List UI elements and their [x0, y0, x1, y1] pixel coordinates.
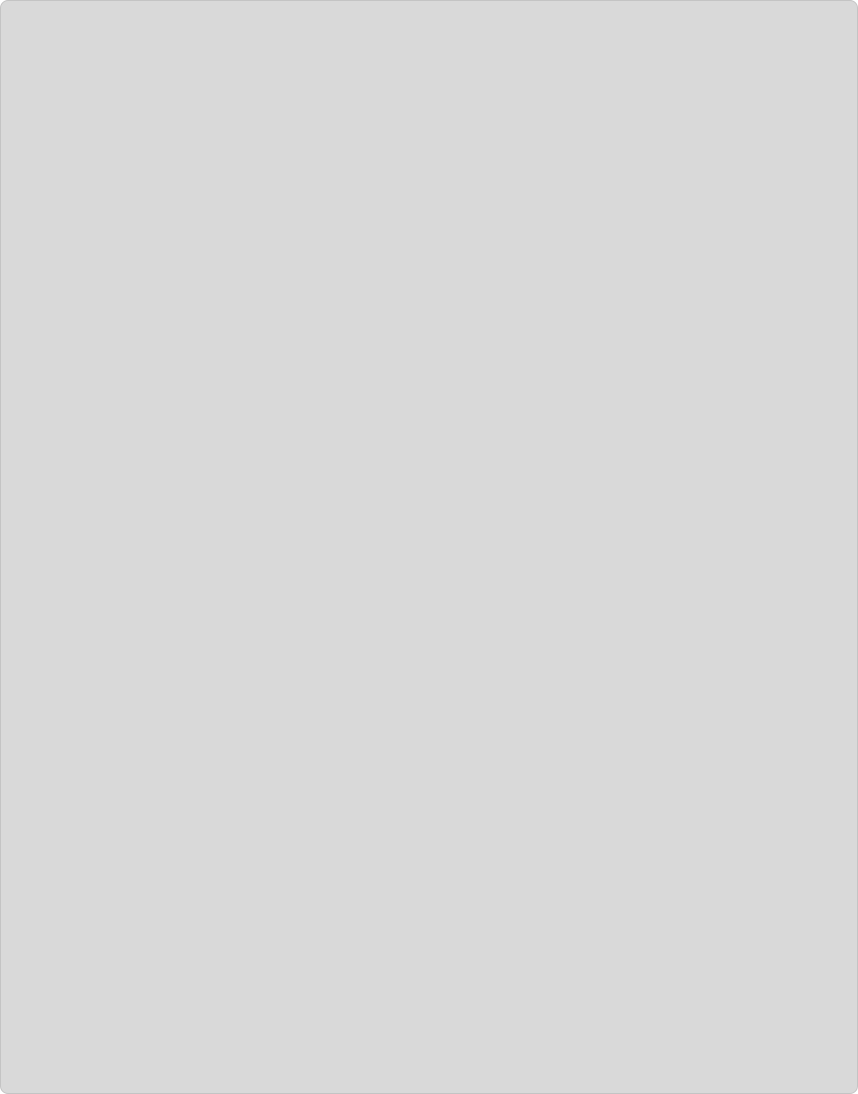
panel-title [1, 1, 857, 37]
